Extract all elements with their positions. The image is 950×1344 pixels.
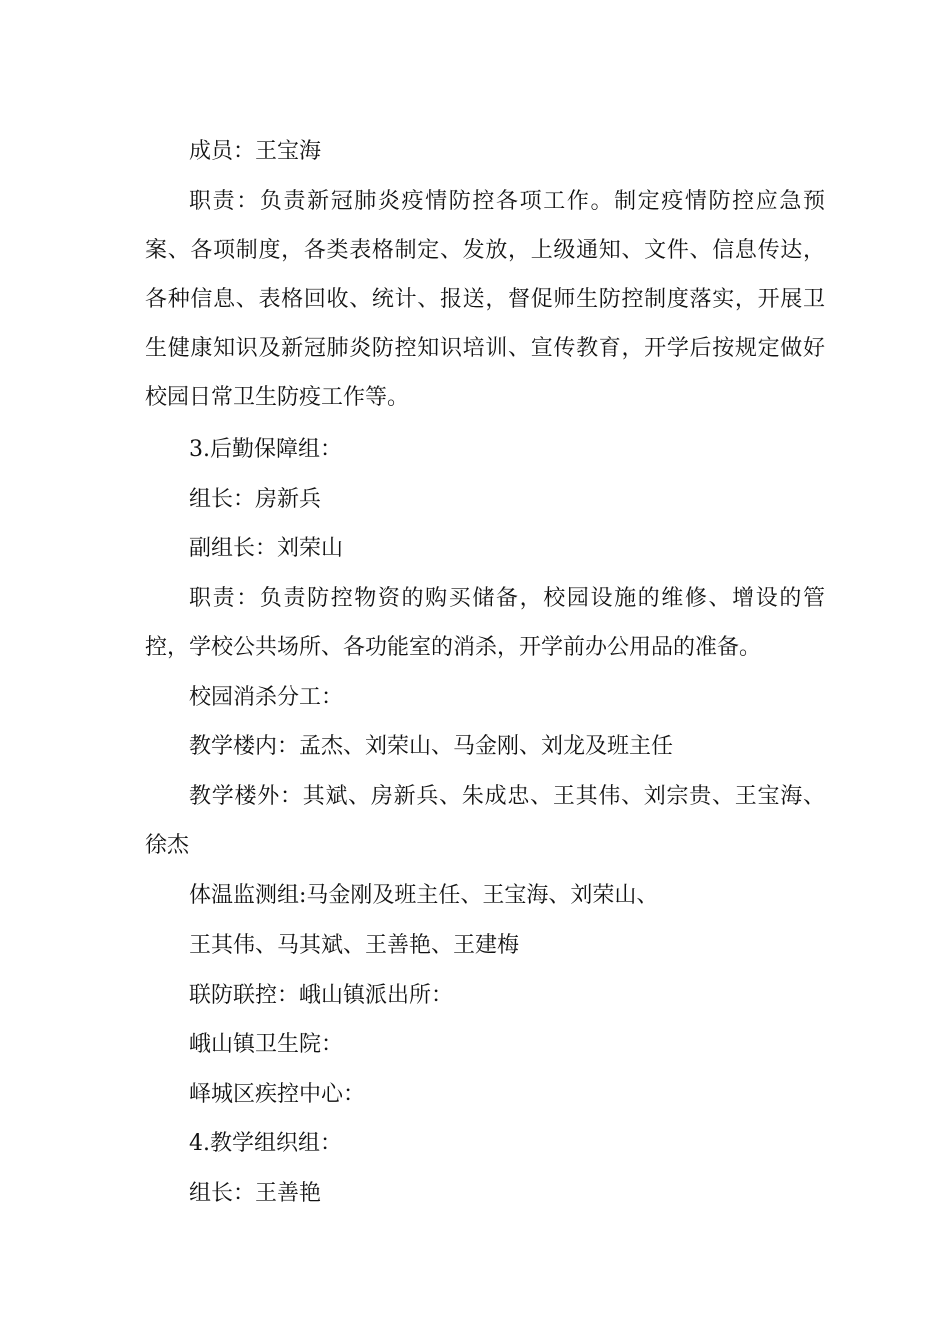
paragraph-health-center: 峨山镇卫生院： (189, 1032, 344, 1057)
heading-teaching-group: 4.教学组织组： (189, 1131, 342, 1156)
paragraph-joint-control: 联防联控：峨山镇派出所： (189, 983, 454, 1008)
paragraph-disinfection-division: 校园消杀分工： (189, 685, 344, 710)
paragraph-cdc: 峄城区疾控中心： (189, 1082, 366, 1107)
heading-logistics-group: 3.后勤保障组： (189, 437, 342, 462)
paragraph-deputy-leader: 副组长：刘荣山 (189, 536, 344, 561)
paragraph-member: 成员：王宝海 (189, 139, 322, 164)
paragraph-teaching-leader: 组长：王善艳 (189, 1181, 322, 1206)
paragraph-group-leader: 组长：房新兵 (189, 487, 322, 512)
paragraph-outside-building: 教学楼外：其斌、房新兵、朱成忠、王其伟、刘宗贵、王宝海、徐杰 (145, 784, 825, 858)
paragraph-inside-building: 教学楼内：孟杰、刘荣山、马金刚、刘龙及班主任 (189, 734, 674, 759)
paragraph-temperature-group-cont: 王其伟、马其斌、王善艳、王建梅 (189, 933, 520, 958)
paragraph-temperature-group: 体温监测组:马金刚及班主任、王宝海、刘荣山、 (189, 883, 659, 908)
paragraph-duties-prevention: 职责：负责新冠肺炎疫情防控各项工作。制定疫情防控应急预案、各项制度，各类表格制定、发放，上级通知、文件、信息传达，各种信息、表格回收、统计、报送，督促师生防控制度落实，开展卫生健康知识及新冠肺炎防控知识培训、宣传教育，开学后按规定做好校园日常卫生防疫工作等。 (145, 189, 825, 410)
paragraph-duties-logistics: 职责：负责防控物资的购买储备，校园设施的维修、增设的管控，学校公共场所、各功能室的消杀，开学前办公用品的准备。 (145, 586, 825, 660)
